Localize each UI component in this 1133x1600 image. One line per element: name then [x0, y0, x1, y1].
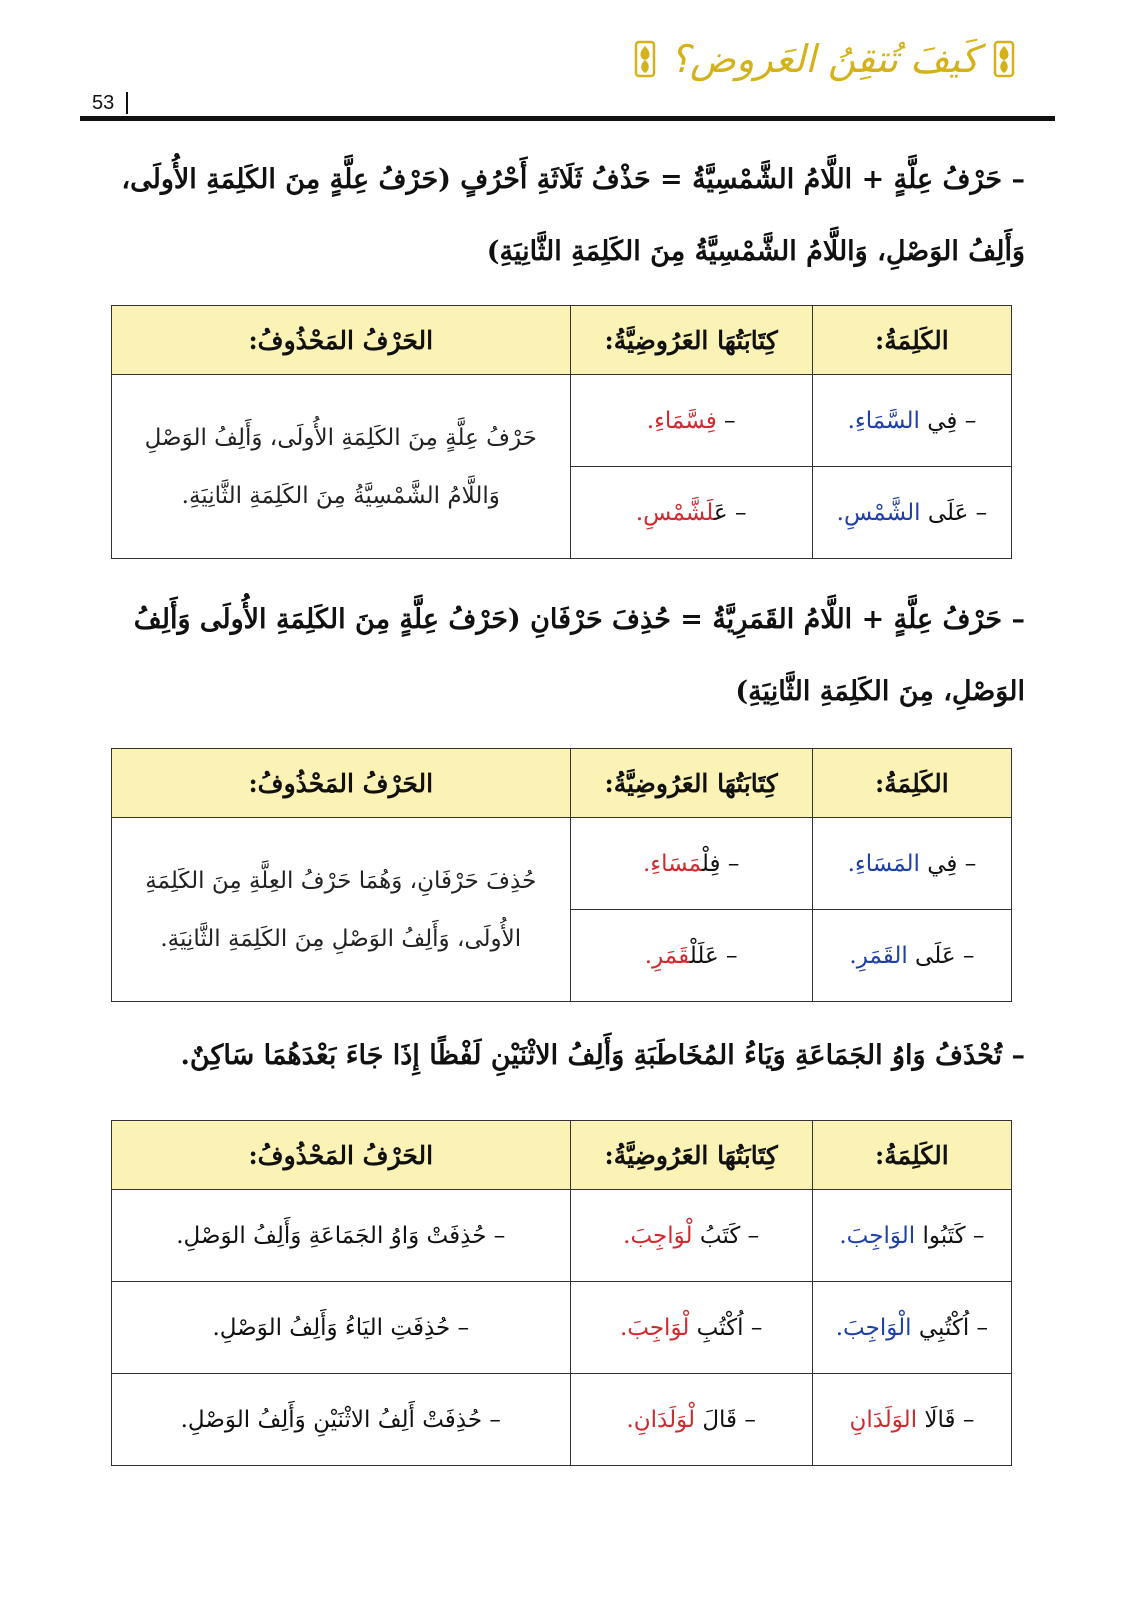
prosodic-cell: – عَلَشَّمْسِ. [570, 467, 812, 559]
header-deleted: الحَرْفُ المَحْذُوفُ: [112, 306, 571, 375]
rule-moon-letter: – حَرْفُ عِلَّةٍ + اللَّامُ القَمَرِيَّةُ = حُذِفَ حَرْفَانِ (حَرْفُ عِلَّةٍ مِنَ الكَلِمَةِ الأُولَى وَأَلِفُ الوَصْلِ، مِنَ الكَلِمَةِ الثَّانِيَةِ) [133, 604, 1025, 707]
header-prosodic: كِتَابَتُهَا العَرُوضِيَّةُ: [570, 306, 812, 375]
table-header-row [112, 1121, 1012, 1190]
deleted-cell: – حُذِفَتْ وَاوُ الجَمَاعَةِ وَأَلِفُ الوَصْلِ. [112, 1190, 571, 1282]
header-deleted: الحَرْفُ المَحْذُوفُ: [112, 749, 571, 818]
word-cell: – فِي السَّمَاءِ. [812, 375, 1011, 467]
header-deleted: الحَرْفُ المَحْذُوفُ: [112, 1121, 571, 1190]
prosodic-cell: – كَتَبُ لْوَاجِبَ. [570, 1190, 812, 1282]
header-divider [80, 116, 1055, 121]
table-header-row [112, 306, 1012, 375]
table-row [112, 1374, 1012, 1466]
deleted-cell: – حُذِفَتْ أَلِفُ الاثْنَيْنِ وَأَلِفُ الوَصْلِ. [112, 1374, 571, 1466]
page-header [80, 24, 1055, 122]
header-prosodic: كِتَابَتُهَا العَرُوضِيَّةُ: [570, 749, 812, 818]
table-vowel-deletion [111, 1120, 1012, 1466]
prosodic-cell: – فِلْمَسَاءِ. [570, 818, 812, 910]
table-row [112, 1190, 1012, 1282]
rule-vowel-deletion: – تُحْذَفُ وَاوُ الجَمَاعَةِ وَيَاءُ المُخَاطَبَةِ وَأَلِفُ الاثْنَيْنِ لَفْظًا إِذَا جَاءَ بَعْدَهُمَا سَاكِنٌ. [180, 1040, 1025, 1071]
deleted-cell: حُذِفَ حَرْفَانِ، وَهُمَا حَرْفُ العِلَّةِ مِنَ الكَلِمَةِ الأُولَى، وَأَلِفُ الوَصْلِ مِنَ الكَلِمَةِ الثَّانِيَةِ. [112, 818, 571, 1002]
deleted-cell: – حُذِفَتِ اليَاءُ وَأَلِفُ الوَصْلِ. [112, 1282, 571, 1374]
rule-sun-letter: – حَرْفُ عِلَّةٍ + اللَّامُ الشَّمْسِيَّةُ = حَذْفُ ثَلَاثَةِ أَحْرُفٍ (حَرْفُ عِلَّةٍ مِنَ الكَلِمَةِ الأُولَى، وَأَلِفُ الوَصْلِ، وَاللَّامُ الشَّمْسِيَّةُ مِنَ الكَلِمَةِ الثَّانِيَةِ) [121, 164, 1025, 267]
deleted-cell: حَرْفُ عِلَّةٍ مِنَ الكَلِمَةِ الأُولَى، وَأَلِفُ الوَصْلِ وَاللَّامُ الشَّمْسِيَّةُ مِنَ الكَلِمَةِ الثَّانِيَةِ. [112, 375, 571, 559]
word-cell: – كَتَبُوا الوَاجِبَ. [812, 1190, 1011, 1282]
header-word: الكَلِمَةُ: [812, 306, 1011, 375]
header-word: الكَلِمَةُ: [812, 1121, 1011, 1190]
word-cell: – عَلَى الشَّمْسِ. [812, 467, 1011, 559]
table-sun-letter [111, 305, 1012, 559]
title-group [634, 24, 1015, 94]
prosodic-cell: – فِسَّمَاءِ. [570, 375, 812, 467]
table-header-row [112, 749, 1012, 818]
ornament-icon [634, 40, 656, 78]
word-cell: – اُكْتُبِي الْوَاجِبَ. [812, 1282, 1011, 1374]
prosodic-cell: – اُكْتُبِ لْوَاجِبَ. [570, 1282, 812, 1374]
prosodic-cell: – عَلَلْقَمَرِ. [570, 910, 812, 1002]
word-cell: – عَلَى القَمَرِ. [812, 910, 1011, 1002]
table-row [112, 818, 1012, 910]
word-cell: – قَالَا الوَلَدَانِ [812, 1374, 1011, 1466]
header-word: الكَلِمَةُ: [812, 749, 1011, 818]
header-prosodic: كِتَابَتُهَا العَرُوضِيَّةُ: [570, 1121, 812, 1190]
table-row [112, 375, 1012, 467]
table-row [112, 1282, 1012, 1374]
word-cell: – فِي المَسَاءِ. [812, 818, 1011, 910]
page-title: كَيفَ تُتقِنُ العَروض؟ [669, 37, 979, 81]
page-number: 53 [92, 92, 115, 114]
page-number-divider [126, 92, 128, 114]
table-moon-letter [111, 748, 1012, 1002]
ornament-icon [993, 40, 1015, 78]
prosodic-cell: – قَالَ لْوَلَدَانِ. [570, 1374, 812, 1466]
